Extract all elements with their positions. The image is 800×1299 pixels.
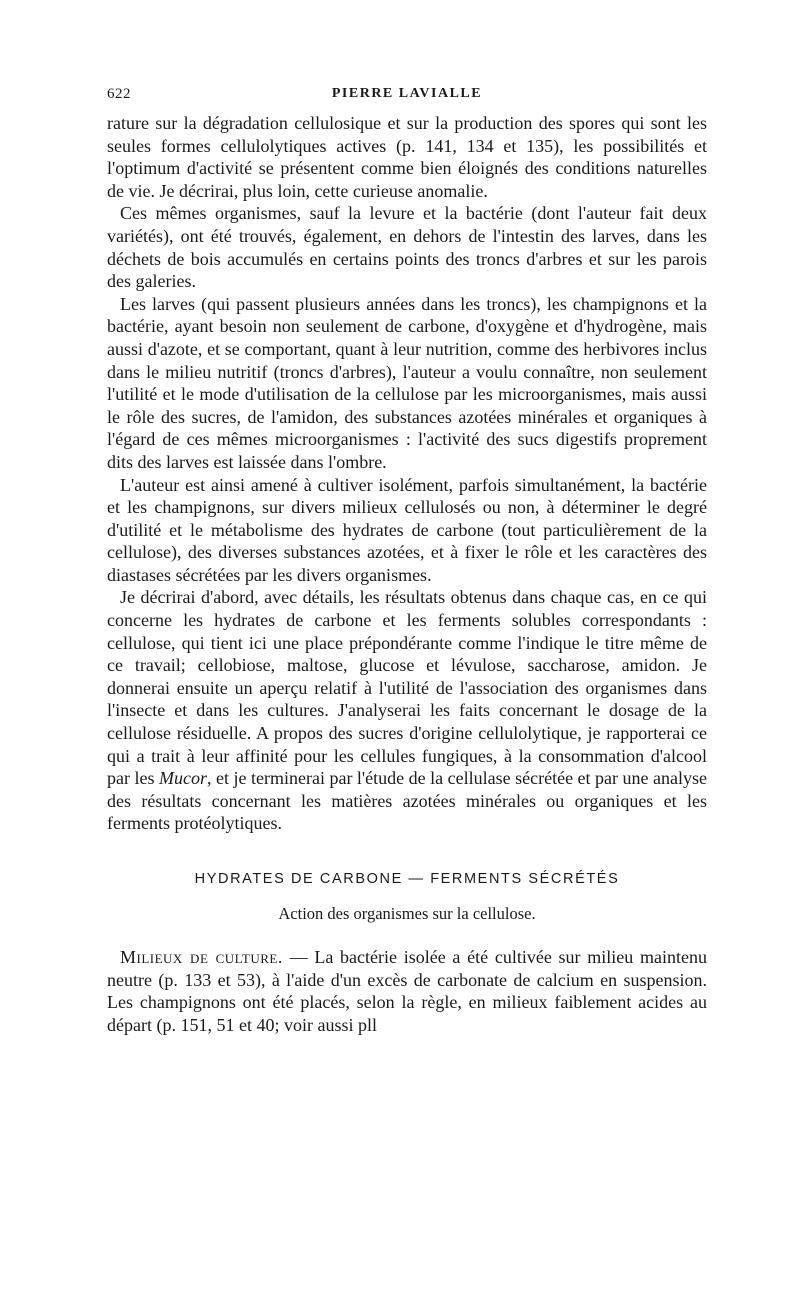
running-head (107, 86, 707, 112)
paragraph-5-text-a: Je décrirai d'abord, avec détails, les résultats obtenus dans chaque cas, en ce qui concerne les hydrates de carbone et les ferments solubles correspondants : cellulose, qui tient ici une place prépondérante comme l'indique le titre même de ce travail; cellobiose, maltose, glucose et lévulose, saccharose, amidon. Je donnerai ensuite un aperçu relatif à l'utilité de l'association des organismes dans l'insecte et dans les cultures. J'analyserai les faits concernant le dosage de la cellulose résiduelle. A propos des sucres d'origine cellulolytique, je rapporterai ce qui a trait à leur affinité pour les cellules fungiques, à la consommation d'alcool par les (107, 587, 707, 789)
subsection-heading: Action des organismes sur la cellulose. (278, 904, 536, 923)
paragraph-6 (107, 946, 707, 1036)
paragraph-5 (107, 586, 707, 835)
paragraph-2: Ces mêmes organismes, sauf la levure et la bactérie (dont l'auteur fait deux variétés), ont été trouvés, également, en dehors de l'intestin des larves, dans les déchets de bois accumulés en certains points des troncs d'arbres et sur les parois des galeries. (107, 203, 707, 292)
paragraph-6-lead: Milieux de culture. (120, 947, 283, 967)
running-title: PIERRE LAVIALLE (331, 86, 483, 101)
paragraph-5-text-b: , et je terminerai par l'étude de la cellulase sécrétée et par une analyse des résultats concernant les matières azotées minérales ou organiques et les ferments protéolytiques. (107, 768, 708, 834)
section-heading: HYDRATES DE CARBONE — FERMENTS SÉCRÉTÉS (194, 871, 620, 887)
paragraph-3: Les larves (qui passent plusieurs années dans les troncs), les champignons et la bactérie, ayant besoin non seulement de carbone, d'oxygène et d'hydrogène, mais aussi d'azote, et se comportant, quant à leur nutrition, comme des herbivores inclus dans le milieu nutritif (troncs d'arbres), l'auteur a voulu connaître, non seulement l'utilité et le mode d'utilisation de la cellulose par les microorganismes, mais aussi le rôle des sucres, de l'amidon, des substances azotées minérales et organiques à l'égard de ces mêmes microorganismes : l'activité des sucs digestifs proprement dits des larves est laissée dans l'ombre. (107, 293, 707, 472)
paragraph-4: L'auteur est ainsi amené à cultiver isolément, parfois simultanément, la bactérie et les champignons, sur divers milieux cellulosés ou non, à déterminer le degré d'utilité et le métabolisme des hydrates de carbone (tout particulièrement de la cellulose), des diverses substances azotées, et à fixer le rôle et les caractères des diastases sécrétées par les divers organismes. (107, 474, 707, 585)
mucor-term: Mucor (159, 768, 207, 789)
page-number: 622 (107, 86, 131, 102)
document-page (107, 86, 707, 1036)
paragraph-6-text: — La bactérie isolée a été cultivée sur milieu maintenu neutre (p. 133 et 53), à l'aide d'un excès de carbonate de calcium en suspension. Les champignons ont été placés, selon la règle, en milieux faiblement acides au départ (p. 151, 51 et 40; voir aussi pll (107, 947, 707, 1035)
paragraph-1: rature sur la dégradation cellulosique et sur la production des spores qui sont les seules formes cellulolytiques actives (p. 141, 134 et 135), les possibilités et l'optimum d'activité se présentent comme bien éloignés des conditions naturelles de vie. Je décrirai, plus loin, cette curieuse anomalie. (107, 113, 707, 201)
